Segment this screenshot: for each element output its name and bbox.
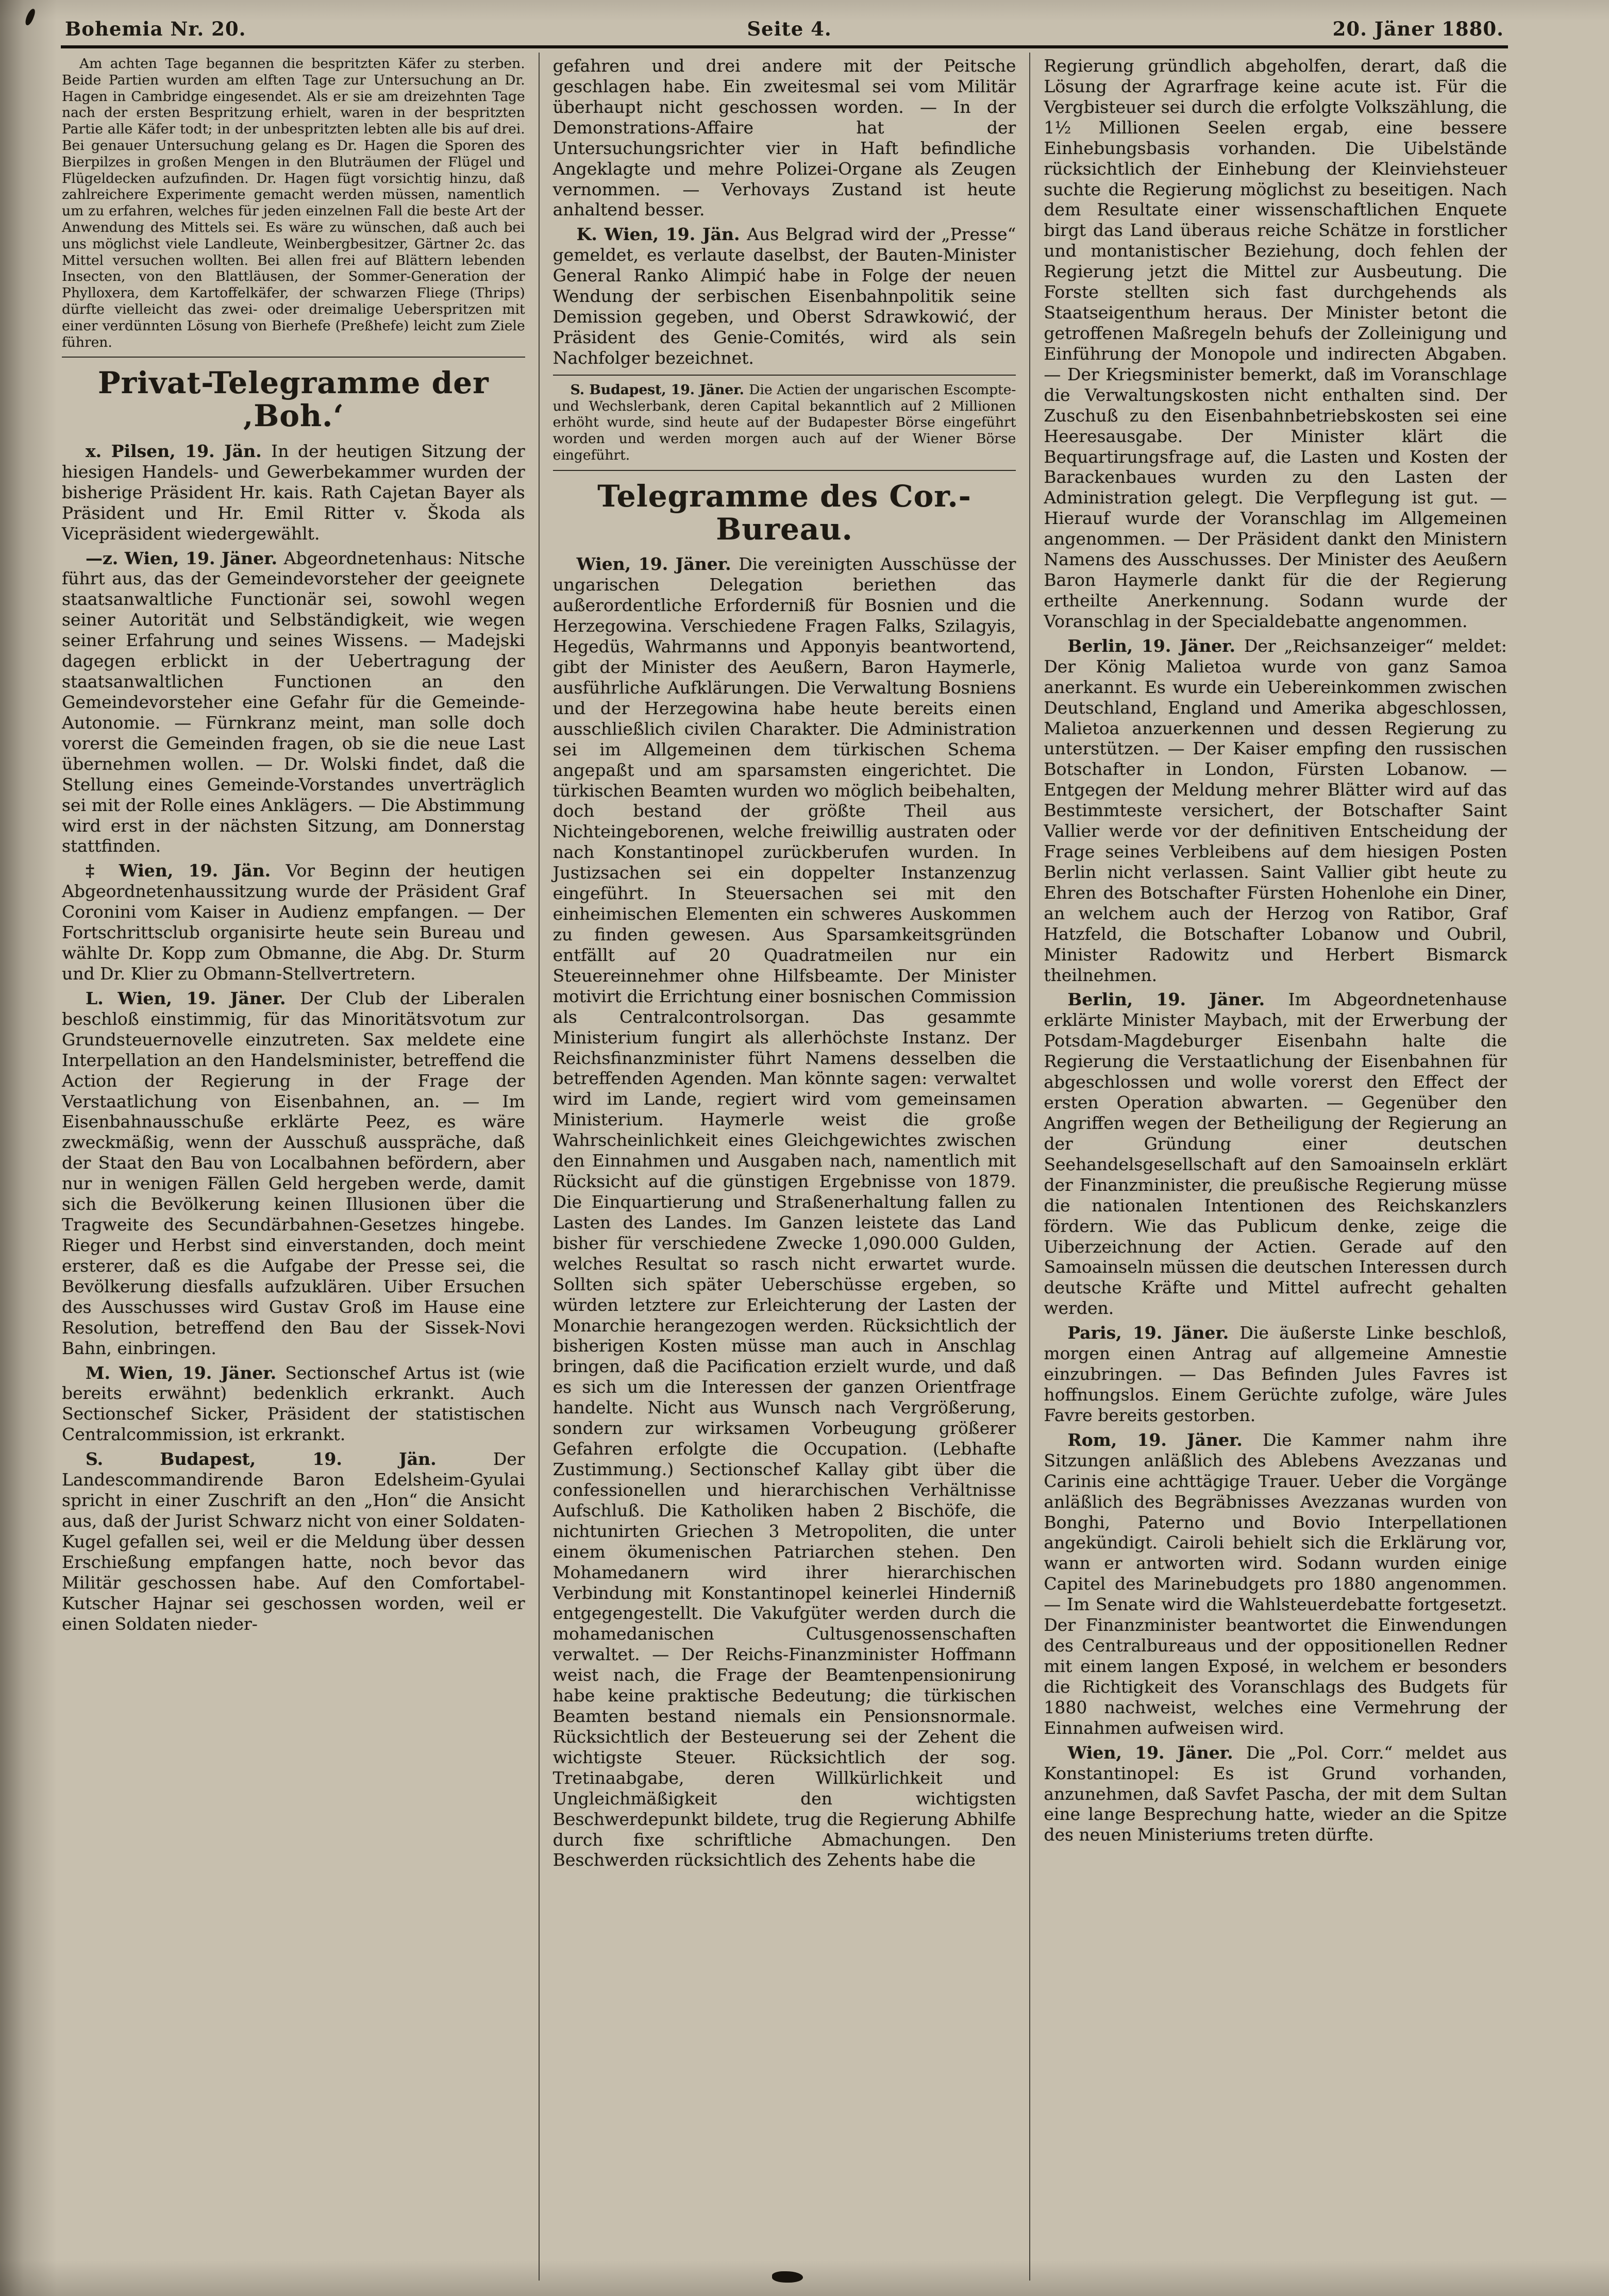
column-divider-rule <box>62 357 525 358</box>
column-1 <box>61 53 539 2281</box>
news-paragraph: Berlin, 19. Jäner. Im Abgeordnetenhause erklärte Minister Maybach, mit der Erwerbung der Potsdam-Magdeburger Eisenbahn halte die Regierung die Verstaatlichung der Eisenbahnen für abgeschlossen und wolle vorerst den Effect der ersten Operation abwarten. — Gegenüber den Angriffen wegen der Betheiligung der Regierung an der Gründung einer deutschen Seehandelsgesellschaft auf den Samoainseln erklärt der Finanzminister, die preußische Regierung müsse die nationalen Intentionen des Reichskanzlers fördern. Wie das Publicum denke, zeige die Uiberzeichnung der Actien. Gerade auf den Samoainseln müssen die deutschen Interessen durch deutsche Kräfte und Mittel aufrecht gehalten werden. <box>1044 989 1507 1319</box>
news-paragraph: x. Pilsen, 19. Jän. In der heutigen Sitzung der hiesigen Handels- und Gewerbekammer wurden der bisherige Präsident Hr. kais. Rath Cajetan Bayer als Präsident und Hr. Emil Ritter v. Škoda als Vicepräsident wiedergewählt. <box>62 441 525 544</box>
dateline: x. Pilsen, 19. Jän. <box>86 441 272 461</box>
issue-date: 20. Jäner 1880. <box>1332 18 1504 40</box>
dateline: L. Wien, 19. Jäner. <box>86 988 300 1008</box>
column-3 <box>1029 53 1508 2281</box>
section-headline: Telegramme des Cor.-Bureau. <box>597 478 971 547</box>
dateline: S. Budapest, 19. Jän. <box>86 1449 493 1470</box>
ink-smudge <box>24 8 37 26</box>
news-paragraph: Regierung gründlich abgeholfen, derart, daß die Lösung der Agrarfrage keine acute ist. Für die Vergbisteuer sei durch die erfolgte Volkszählung, die 1½ Millionen Seelen ergab, eine bessere Einhebungsbasis vorhanden. Die Uibelstände rücksichtlich der Einhebung der Kleinviehsteuer suchte die Regierung möglichst zu beseitigen. Nach dem Resultate einer wissenschaftlichen Enquete birgt das Land überaus reiche Schätze in forstlicher und montanistischer Beziehung, doch fehlen der Regierung jetzt die Mittel zur Ausbeutung. Die Forste stellten sich fast durchgehends als Staatseigenthum heraus. Der Minister betont die getroffenen Maßregeln behufs der Zolleinigung und Einführung der Monopole und indirecten Abgaben. — Der Kriegsminister bemerkt, daß im Voranschlage die Verwaltungskosten nicht enthalten sind. Der Zuschuß zu den Eisenbahnbetriebskosten sei eine Heeresausgabe. Der Minister klärt die Bequartirungsfrage auf, die Lasten und Kosten der Barackenbaues wurden zu den Lasten der Administration gelegt. Die Verpflegung ist gut. — Hierauf wurde der Voranschlag im Allgemeinen angenommen. — Der Präsident dankt den Ministern Namens des Ausschusses. Der Minister des Aeußern Baron Haymerle dankt für die der Regierung ertheilte Anerkennung. Sodann wurde der Voranschlag in der Specialdebatte angenommen. <box>1044 56 1507 631</box>
news-note: Am achten Tage begannen die bespritzten Käfer zu sterben. Beide Partien wurden am elften Tage zur Untersuchung an Dr. Hagen in Cambridge eingesendet. Als er sie am dreizehnten Tage nach der ersten Bespritzung erhielt, waren in der bespritzten Partie alle Käfer todt; in der unbespritzten lebten alle bis auf drei. Bei genauer Untersuchung gelang es Dr. Hagen die Sporen des Bierpilzes in großen Mengen in den Bluträumen der Flügel und Flügeldecken aufzufinden. Dr. Hagen fügt vorsichtig hinzu, daß zahlreichere Experimente gemacht werden müssen, namentlich um zu erfahren, welches für jeden einzelnen Fall die beste Art der Anwendung des Mittels sei. Es wäre zu wünschen, daß auch bei uns möglichst viele Landleute, Weinbergbesitzer, Gärtner 2c. das Mittel versuchen wollten. Bei allen frei auf Blättern lebenden Insecten, von den Blattläusen, der Sommer-Generation der Phylloxera, dem Kartoffelkäfer, der schwarzen Fliege (Thrips) dürfte vielleicht das zwei- oder dreimalige Ueberspritzen mit einer verdünnten Lösung von Bierhefe (Preßhefe) leicht zum Ziele führen. <box>62 56 525 350</box>
masthead-issue: Bohemia Nr. 20. <box>65 18 246 40</box>
dateline: K. Wien, 19. Jän. <box>576 224 747 245</box>
news-paragraph: Berlin, 19. Jäner. Der „Reichsanzeiger“ meldet: Der König Malietoa wurde von ganz Samoa anerkannt. Es wurde ein Uebereinkommen zwischen Deutschland, England und Amerika abgeschlossen, Malietoa anzuerkennen und dessen Regierung zu unterstützen. — Der Kaiser empfing den russischen Botschafter in London, Fürsten Lobanow. — Entgegen der Meldung mehrer Blätter wird auf das Bestimmteste versichert, der Botschafter Saint Vallier werde vor der definitiven Entscheidung der Frage seines Verbleibens auf dem hiesigen Posten Berlin nicht verlassen. Saint Vallier gibt heute zu Ehren des Botschafter Fürsten Hohenlohe ein Diner, an welchem auch der Herzog von Ratibor, Graf Hatzfeld, die Botschafter Lobanow und Oubril, Minister Radowitz und Herbert Bismarck theilnehmen. <box>1044 635 1507 985</box>
news-paragraph: Wien, 19. Jäner. Die vereinigten Ausschüsse der ungarischen Delegation beriethen das außerordentliche Erforderniß für Bosnien und die Herzegowina. Verschiedene Fragen Falks, Szilagyis, Hegedüs, Wahrmanns und Apponyis beantwortend, gibt der Minister des Aeußern, Baron Haymerle, ausführliche Aufklärungen. Die Verwaltung Bosniens und der Herzegowina habe heute bereits einen ausschließlich civilen Charakter. Die Administration sei im Allgemeinen dem türkischen Schema angepaßt und am sparsamsten eingerichtet. Die türkischen Beamten wurden wo möglich beibehalten, doch bestand der größte Theil aus Nichteingeborenen, welche freiwillig austraten oder nach Konstantinopel zurückberufen wurden. In Justizsachen sei ein doppelter Instanzenzug eingeführt. In Steuersachen sei mit den einheimischen Elementen ein schweres Auskommen zu finden gewesen. Aus Sparsamkeitsgründen entfällt auf 20 Quadratmeilen nur ein Steuereinnehmer ohne Hilfsbeamte. Der Minister motivirt die Errichtung einer bosnischen Commission als Centralcontrolsorgan. Das gesammte Ministerium fungirt als allerhöchste Instanz. Der Reichsfinanzminister führt Namens desselben die betreffenden Agenden. Man könnte sagen: verwaltet wird im Lande, regiert wird vom gemeinsamen Ministerium. Haymerle weist die große Wahrscheinlichkeit eines Gleichgewichtes zwischen den Einnahmen und Ausgaben nach, namentlich mit Rücksicht auf die günstigen Ergebnisse von 1879. Die Einquartierung und Straßenerhaltung fallen zu Lasten des Landes. Im Ganzen leistete das Land bisher für verschiedene Zwecke 1,090.000 Gulden, welches Resultat so rasch nicht erwartet wurde. Sollten sich später Ueberschüsse ergeben, so würden letztere zur Erleichterung der Lasten der Monarchie herangezogen werden. Rücksichtlich der bisherigen Kosten müsse man auch in Anschlag bringen, daß die Pacification erzielt wurde, und daß es sich um die Interessen der ganzen Orientfrage handelte. Nicht aus Wunsch nach Vergrößerung, sondern zur wirksamen Vorbeugung größerer Gefahren erfolgte die Occupation. (Lebhafte Zustimmung.) Sectionschef Kallay gibt über die confessionellen und hierarchischen Verhältnisse Aufschluß. Die Katholiken haben 2 Bischöfe, die nichtunirten Griechen 3 Metropoliten, die unter einem ökumenischen Patriarchen stehen. Den Mohamedanern wird ihrer hierarchischen Verbindung mit Konstantinopel keinerlei Hinderniß entgegengestellt. Die Vakufgüter werden durch die mohamedanischen Cultusgenossenschaften verwaltet. — Der Reichs-Finanzminister Hoffmann weist nach, die Frage der Beamtenpensionirung habe keine praktische Bedeutung; die türkischen Beamten bestand niemals ein Pensionsnormale. Rücksichtlich der Besteuerung sei der Zehent die wichtigste Steuer. Rücksichtlich der sog. Tretinaabgabe, deren Willkürlichkeit und Ungleichmäßigkeit den wichtigsten Beschwerdepunkt bildete, trug die Regierung Abhilfe durch fixe schriftliche Abmachungen. Den Beschwerden rücksichtlich des Zehents habe die <box>552 554 1016 1870</box>
dateline: ‡ Wien, 19. Jän. <box>86 860 286 881</box>
page-content <box>61 18 1508 2283</box>
dateline: Berlin, 19. Jäner. <box>1067 635 1244 656</box>
column-2 <box>539 53 1030 2281</box>
news-paragraph: Rom, 19. Jäner. Die Kammer nahm ihre Sitzungen anläßlich des Ablebens Avezzanas und Carinis eine achttägige Trauer. Ueber die Vorgänge anläßlich des Begräbnisses Avezzanas wurden von Bonghi, Paterno und Bovio Interpellationen angekündigt. Cairoli behielt sich die Erklärung vor, wann er antworten wird. Sodann wurden einige Capitel des Marinebudgets pro 1880 angenommen. — Im Senate wird die Wahlsteuerdebatte fortgesetzt. Der Finanzminister beantwortet die Einwendungen des Centralbureaus und der oppositionellen Redner mit einem langen Exposé, in welchem er besonders die Richtigkeit des Voranschlags des Budgets für 1880 nachweist, welches eine Vermehrung der Einnahmen aufweisen wird. <box>1044 1429 1507 1738</box>
news-paragraph: S. Budapest, 19. Jän. Der Landescommandirende Baron Edelsheim-Gyulai spricht in einer Zuschrift an den „Hon“ die Ansicht aus, daß der Jurist Schwarz nicht von einer Soldaten-Kugel gefallen sei, weil er die Meldung über dessen Erschießung empfangen hatte, noch bevor das Militär geschossen habe. Auf den Comfortabel-Kutscher Hajnar sei geschossen worden, weil er einen Soldaten nieder- <box>62 1449 525 1634</box>
dateline: Wien, 19. Jäner. <box>576 554 739 575</box>
news-paragraph: M. Wien, 19. Jäner. Sectionschef Artus ist (wie bereits erwähnt) bedenklich erkrankt. Auch Sectionschef Sicker, Präsident der statistischen Centralcommission, ist erkrankt. <box>62 1362 525 1445</box>
news-paragraph: ‡ Wien, 19. Jän. Vor Beginn der heutigen Abgeordnetenhaussitzung wurde der Präsident Graf Coronini vom Kaiser in Audienz empfangen. — Der Fortschrittsclub organisirte heute sein Bureau und wählte Dr. Kopp zum Obmanne, die Abg. Dr. Sturm und Dr. Klier zu Obmann-Stellvertretern. <box>62 860 525 984</box>
column-layout <box>61 53 1508 2281</box>
section-headline: Privat-Telegramme der ‚Boh.‘ <box>98 365 489 434</box>
dateline: Paris, 19. Jäner. <box>1067 1323 1240 1343</box>
dateline: S. Budapest, 19. Jäner. <box>570 381 749 398</box>
page-number: Seite 4. <box>747 18 832 40</box>
dateline: M. Wien, 19. Jäner. <box>86 1362 286 1383</box>
column-divider-rule <box>553 470 1016 471</box>
dateline: Berlin, 19. Jäner. <box>1067 989 1288 1010</box>
dateline: —z. Wien, 19. Jäner. <box>86 548 284 568</box>
header-rule <box>61 45 1508 48</box>
page-header <box>61 18 1508 40</box>
news-paragraph: K. Wien, 19. Jän. Aus Belgrad wird der „Presse“ gemeldet, es verlaute daselbst, der Bauten-Minister General Ranko Alimpić habe in Folge der neuen Wendung der serbischen Eisenbahnpolitik seine Demission gegeben, und Oberst Sdrawkowić, der Präsident des Genie-Comités, wird als sein Nachfolger bezeichnet. <box>552 224 1016 368</box>
news-paragraph: —z. Wien, 19. Jäner. Abgeordnetenhaus: Nitsche führt aus, das der Gemeindevorsteher der geeignete staatsanwaltliche Functionär sei, sowohl wegen seiner Autorität und Selbständigkeit, wie wegen seiner Erfahrung und seines Wissens. — Madejski dagegen erblickt in der Uebertragung der staatsanwaltlichen Functionen an den Gemeindevorsteher eine Gefahr für die Gemeinde-Autonomie. — Fürnkranz meint, man solle doch vorerst die Gemeinden fragen, ob sie die neue Last übernehmen wollen. — Dr. Wolski findet, daß die Stellung eines Gemeinde-Vorstandes unverträglich sei mit der Rolle eines Anklägers. — Die Abstimmung wird erst in der nächsten Sitzung, am Donnerstag stattfinden. <box>62 548 525 856</box>
column-divider-rule <box>553 375 1016 376</box>
news-note: S. Budapest, 19. Jäner. Die Actien der ungarischen Escompte- und Wechslerbank, deren Capital bekanntlich auf 2 Millionen erhöht wurde, sind heute auf der Budapester Börse eingeführt worden und werden morgen auch auf der Wiener Börse eingeführt. <box>552 381 1016 464</box>
news-paragraph: gefahren und drei andere mit der Peitsche geschlagen habe. Ein zweitesmal sei vom Militär überhaupt nicht geschossen worden. — In der Demonstrations-Affaire hat der Untersuchungsrichter vier in Haft befindliche Angeklagte und mehre Polizei-Organe als Zeugen vernommen. — Verhovays Zustand ist heute anhaltend besser. <box>552 56 1016 220</box>
dateline: Rom, 19. Jäner. <box>1067 1429 1263 1450</box>
news-paragraph: Paris, 19. Jäner. Die äußerste Linke beschloß, morgen einen Antrag auf allgemeine Amnestie einzubringen. — Das Befinden Jules Favres ist hoffnungslos. Einem Gerüchte zufolge, wäre Jules Favre bereits gestorben. <box>1044 1323 1507 1425</box>
dateline: Wien, 19. Jäner. <box>1067 1742 1246 1763</box>
news-paragraph: Wien, 19. Jäner. Die „Pol. Corr.“ meldet aus Konstantinopel: Es ist Grund vorhanden, anzunehmen, daß Savfet Pascha, der mit dem Sultan eine lange Besprechung hatte, wieder an die Spitze des neuen Ministeriums treten dürfte. <box>1044 1742 1507 1845</box>
news-paragraph: L. Wien, 19. Jäner. Der Club der Liberalen beschloß einstimmig, für das Minoritätsvotum zur Grundsteuernovelle einzutreten. Sax meldete eine Interpellation an den Handelsminister, betreffend die Action der Regierung in der Frage der Verstaatlichung von Eisenbahnen, an. — Im Eisenbahnausschuße erklärte Peez, es wäre zweckmäßig, wenn der Ausschuß ausspräche, daß der Staat den Bau von Localbahnen befördern, aber nur in wenigen Fällen Geld hergeben werde, damit sich die Bevölkerung keinen Illusionen über die Tragweite des Secundärbahnen-Gesetzes hingebe. Rieger und Herbst sind einverstanden, doch meint ersterer, daß es die Aufgabe der Presse sei, die Bevölkerung diesfalls aufzuklären. Uiber Ersuchen des Ausschusses wird Gustav Groß im Hause eine Resolution, betreffend den Bau der Sissek-Novi Bahn, einbringen. <box>62 988 525 1358</box>
